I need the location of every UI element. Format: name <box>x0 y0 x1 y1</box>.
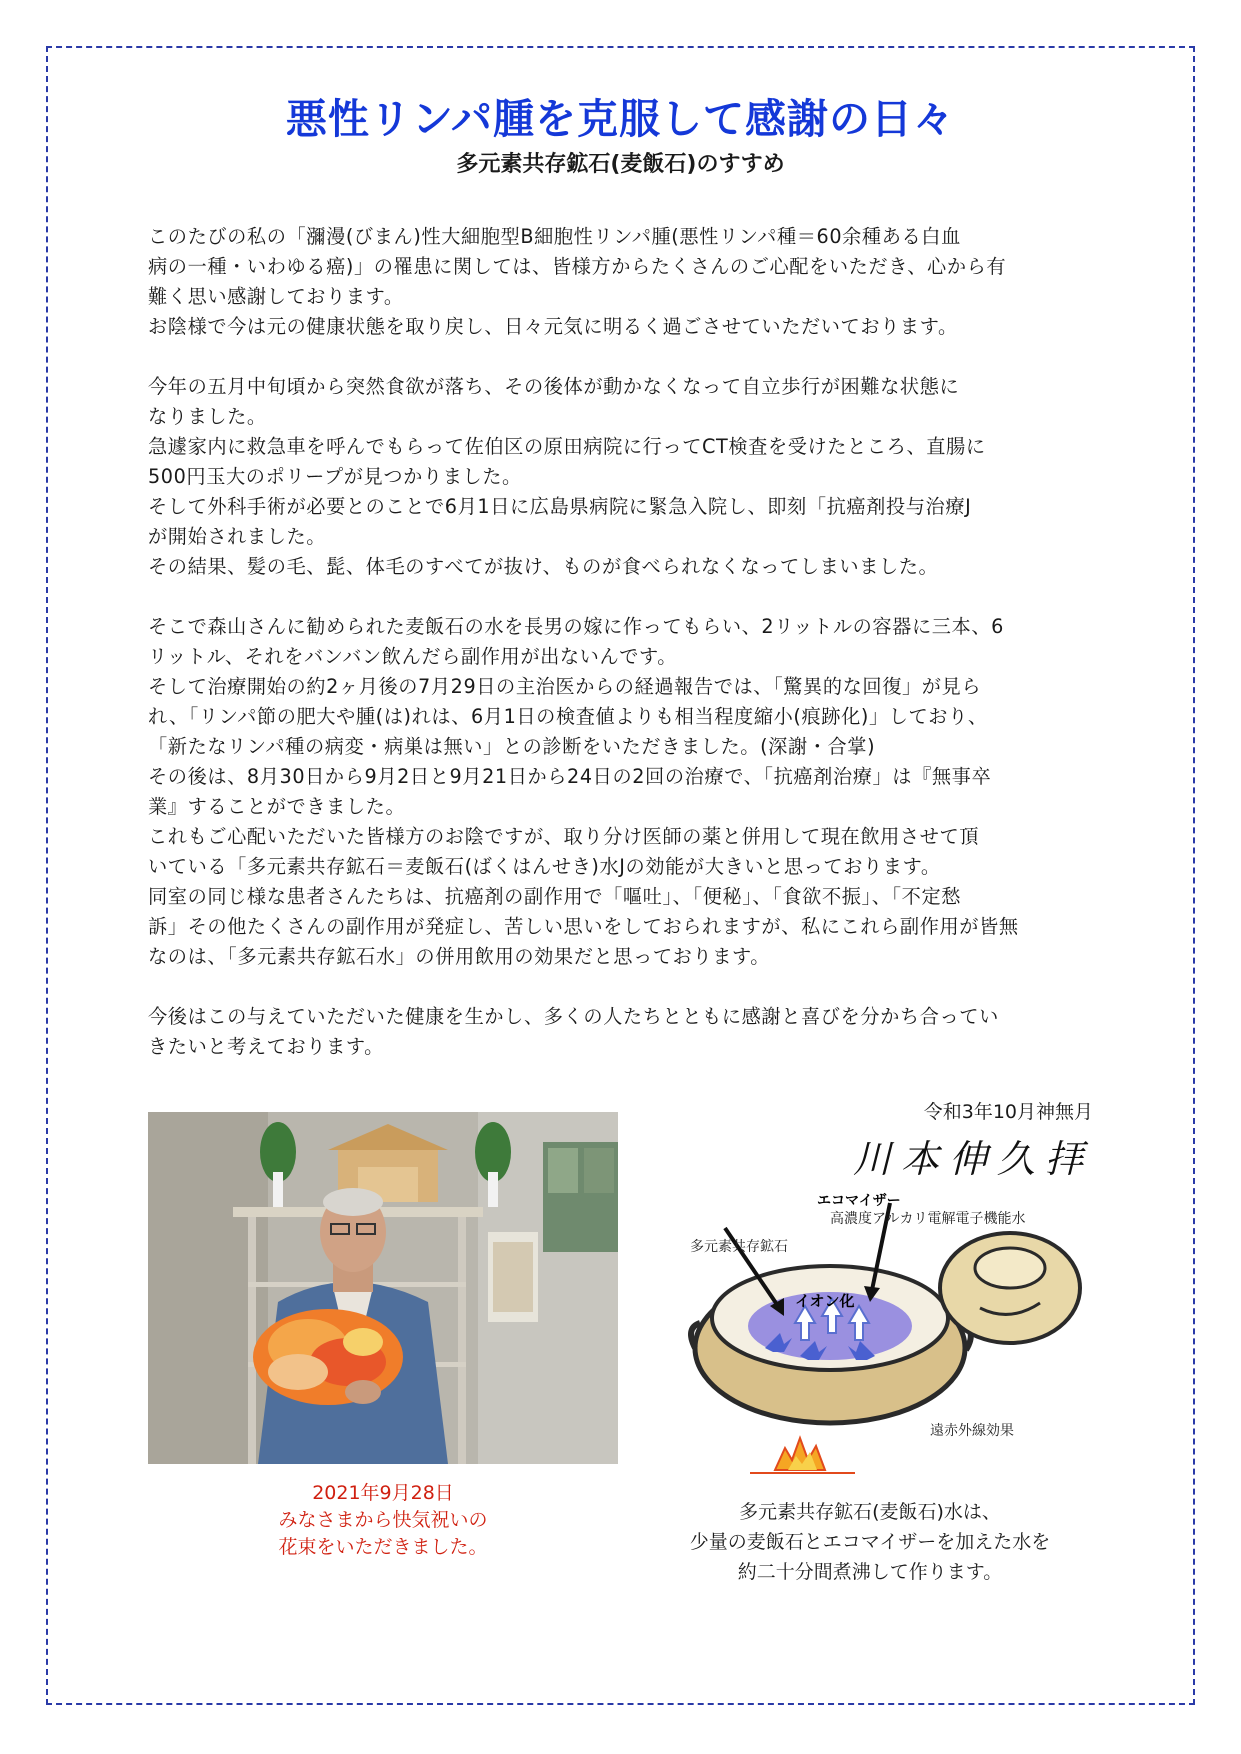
photo-caption-line: みなさまから快気祝いの <box>278 1509 488 1531</box>
photo-man-with-bouquet <box>148 1112 618 1464</box>
paragraph-gap <box>148 582 1093 612</box>
body-line: きたいと考えております。 <box>148 1035 384 1058</box>
photo-caption-line: 花束をいただきました。 <box>278 1536 488 1558</box>
page-subtitle: 多元素共存鉱石(麦飯石)のすすめ <box>456 152 785 177</box>
closing-date: 令和3年10月神無月 <box>923 1101 1093 1123</box>
body-line: このたびの私の「瀰漫(びまん)性大細胞型B細胞性リンパ腫(悪性リンパ種＝60余種ある白血 <box>148 225 961 248</box>
body-line: 今年の五月中旬頃から突然食欲が落ち、その後体が動かなくなって自立歩行が困難な状態に <box>148 375 960 398</box>
body-line: お陰様で今は元の健康状態を取り戻し、日々元気に明るく過ごさせていただいております。 <box>148 315 958 338</box>
body-line: れ、「リンパ節の肥大や腫(は)れは、6月1日の検査値よりも相当程度縮小(痕跡化)」しており、 <box>148 705 988 728</box>
label-far-infrared: 遠赤外線効果 <box>930 1423 1014 1439</box>
body-line: なのは、「多元素共存鉱石水」の併用飲用の効果だと思っております。 <box>148 945 771 968</box>
diagram-caption-line: 約二十分間煮沸して作ります。 <box>737 1561 1003 1583</box>
body-line: いている「多元素共存鉱石＝麦飯石(ばくはんせき)水Jの効能が大きいと思っております。 <box>148 855 941 878</box>
body-line: そこで森山さんに勧められた麦飯石の水を長男の嫁に作ってもらい、2リットルの容器に三本、6 <box>148 615 1004 638</box>
photo-caption-line: 2021年9月28日 <box>312 1482 454 1504</box>
paragraph-gap <box>148 972 1093 1002</box>
body-line: 今後はこの与えていただいた健康を生かし、多くの人たちとともに感謝と喜びを分かち合ってい <box>148 1005 999 1028</box>
body-line: リットル、それをバンバン飲んだら副作用が出ないんです。 <box>148 645 678 668</box>
paragraph-gap <box>148 342 1093 372</box>
signature: 川本伸久拝 <box>852 1137 1093 1181</box>
body-line: 同室の同じ様な患者さんたちは、抗癌剤の副作用で「嘔吐」、「便秘」、「食欲不振」、「不定愁 <box>148 885 962 908</box>
label-ecomizer: エコマイザー <box>817 1193 901 1209</box>
diagram-caption-line: 多元素共存鉱石(麦飯石)水は、 <box>739 1501 1001 1523</box>
body-line: 難く思い感謝しております。 <box>148 285 404 308</box>
label-multi-element-ore: 多元素共存鉱石 <box>690 1239 788 1255</box>
label-ionization: イオン化 <box>795 1292 855 1310</box>
body-line: 訴」その他たくさんの副作用が発症し、苦しい思いをしておられますが、私にこれら副作用が皆無 <box>148 915 1019 938</box>
diagram-caption <box>640 1497 1100 1587</box>
body-line: その後は、8月30日から9月2日と9月21日から24日の2回の治療で、「抗癌剤治療」は『無事卒 <box>148 765 992 788</box>
body-line: その結果、髪の毛、髭、体毛のすべてが抜け、ものが食べられなくなってしまいました。 <box>148 555 939 578</box>
body-line: 業』することができました。 <box>148 795 406 818</box>
pot-diagram <box>680 1193 1100 1480</box>
body-line: が開始されました。 <box>148 525 327 548</box>
body-line: なりました。 <box>148 405 267 428</box>
diagram-caption-line: 少量の麦飯石とエコマイザーを加えた水を <box>689 1531 1051 1553</box>
page-title: 悪性リンパ腫を克服して感謝の日々 <box>285 95 956 143</box>
body-line: これもご心配いただいた皆様方のお陰ですが、取り分け医師の薬と併用して現在飲用させて頂 <box>148 825 980 848</box>
body-line: 500円玉大のポリープが見つかりました。 <box>148 465 522 488</box>
photo-caption <box>148 1480 618 1561</box>
body-line: そして治療開始の約2ヶ月後の7月29日の主治医からの経過報告では、「驚異的な回復」が見ら <box>148 675 982 698</box>
label-alkaline-water: 高濃度アルカリ電解電子機能水 <box>830 1211 1026 1227</box>
body-text <box>148 222 1093 1062</box>
body-line: 急遽家内に救急車を呼んでもらって佐伯区の原田病院に行ってCT検査を受けたところ、直腸に <box>148 435 986 458</box>
body-line: そして外科手術が必要とのことで6月1日に広島県病院に緊急入院し、即刻「抗癌剤投与治療J <box>148 495 972 518</box>
body-line: 「新たなリンパ種の病変・病巣は無い」との診断をいただきました。(深謝・合掌) <box>148 735 876 758</box>
body-line: 病の一種・いわゆる癌)」の罹患に関しては、皆様方からたくさんのご心配をいただき、心から有 <box>148 255 1007 278</box>
